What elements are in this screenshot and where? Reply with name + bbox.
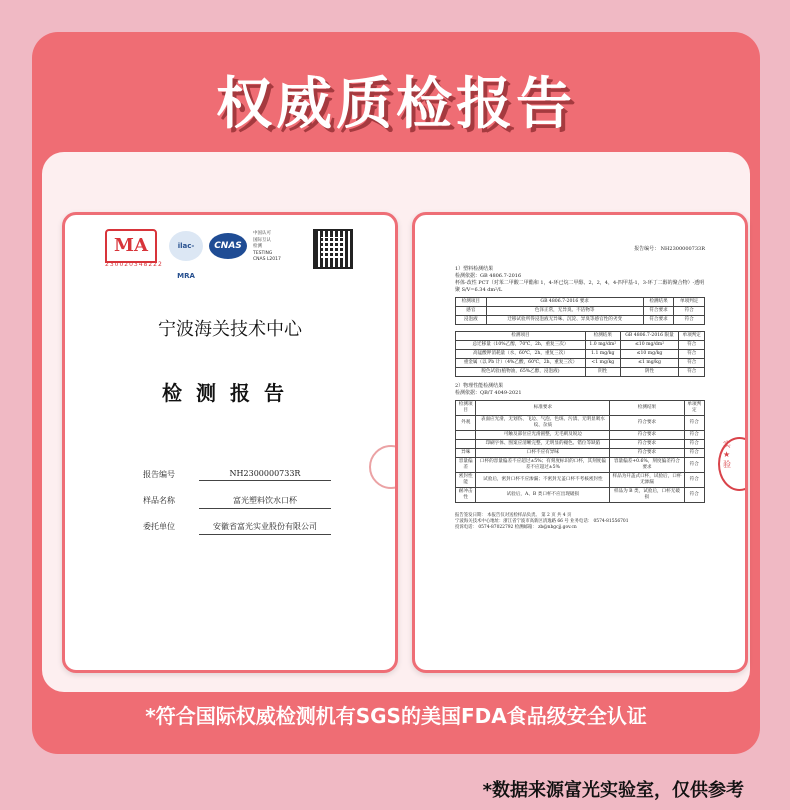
sensory-table xyxy=(455,297,705,325)
logo-bar xyxy=(105,229,355,280)
table-header-row: 检测项目 GB 4806.7-2016 要求 检测结果 单项判定 xyxy=(456,298,705,307)
section1-basis: 检测依据：GB 4806.7-2016 xyxy=(455,273,522,279)
section1-material: 杯体-改性 PCT（对苯二甲酸二甲酯和 1，4-环已烷二甲醇、2，2，4，4-四甲基-1，3-环丁二醇的聚合物）-透明聚 S/V=6.34 dm²/L xyxy=(455,280,705,293)
data-source-note: *数据来源富光实验室，仅供参考 xyxy=(482,780,744,801)
table-row: 耐冲击性 试验后，A、B 类口杯不应出现破损 样品为 B 类，试验后，口杯无破损 符合 xyxy=(456,488,705,503)
qr-code-icon xyxy=(313,229,353,269)
table-row: 脱色试验(植物油，65%乙醇，浸泡液) 阴性 阴性 符合 xyxy=(456,368,705,377)
physical-table xyxy=(455,400,705,503)
cma-number: 230020348222 xyxy=(105,261,163,268)
table-row: 高锰酸钾消耗量（水，60℃，2h，重复三次） 1.1 mg/kg ≤10 mg/kg 符合 xyxy=(456,350,705,359)
table-row: 浸泡液 迁移试验所得浸泡液无异味、沉淀、异臭等感官性的劣变 符合要求 符合 xyxy=(456,316,705,325)
cnas-caption: 中国认可 国际互认 检测 TESTING CNAS L2017 xyxy=(253,231,281,262)
ilac-mra-logo: ilac-MRA xyxy=(169,231,203,261)
table-row: 感官 色泽正常，无异臭、不洁物等 符合要求 符合 xyxy=(456,307,705,316)
table-row: 可触及部位应光滑圆整，无毛刺及锐边 符合要求 符合 xyxy=(456,431,705,440)
table-row: 印刷字体、图案应清晰完整，无明显的褪色、错位等缺陷 符合要求 符合 xyxy=(456,440,705,449)
migration-table xyxy=(455,331,705,377)
documents-panel xyxy=(42,152,750,692)
certification-caption: *符合国际权威检测机有SGS的美国FDA食品级安全认证 xyxy=(145,704,647,728)
field-sample-name: 样品名称 富光塑料饮水口杯 xyxy=(143,495,383,521)
report-heading: 检测报告 xyxy=(162,381,298,405)
table-row: 重金属（以 Pb 计）（4%乙酸，60℃，2h，重复三次） <1 mg/kg ≤1 mg/kg 符合 xyxy=(456,359,705,368)
report-results-page xyxy=(412,212,748,673)
report-footer: 报告签发日期： 本报告仅对送检样品负责。 第 2 页 共 4 页 宁波海关技术中心地址：浙江省宁波市高新区清逸路 66 号 业务电话： 0574-81556701 投诉电话： 0574-87022792 检测邮箱： zb@nbgcjj.gov.cn xyxy=(455,513,629,530)
report-cover-page xyxy=(62,212,398,673)
table-row: 外观 表面应光滑，无划伤、飞边、气泡、色斑、污渍、无明显吸水纹、杂质 符合要求 符合 xyxy=(456,416,705,431)
lab-stamp-icon: 实 ★ 验 xyxy=(718,437,748,491)
cma-logo: MA xyxy=(105,229,157,263)
section2-title: 2）物理性能检测结果 xyxy=(455,383,504,389)
field-client: 委托单位 安徽省富光实业股份有限公司 xyxy=(143,521,383,547)
table-header-row: 检测项目 标准要求 检测结果 单项判定 xyxy=(456,401,705,416)
section2-basis: 检测依据：QB/T 4049-2021 xyxy=(455,390,522,396)
report-card xyxy=(32,32,760,754)
field-report-number: 报告编号 NH2300000733R xyxy=(143,469,383,495)
cnas-logo: CNAS xyxy=(209,233,247,259)
table-header-row: 检测项目 检测结果 GB 4806.7-2016 限量 单项判定 xyxy=(456,332,705,341)
report-fields xyxy=(143,469,383,547)
table-row: 容量偏差 口杯的容量偏差不应超过±5%；有刻度标识的口杯，其刻度偏差不应超过±5% 容量偏差+0.6%，刻度偏差符合要求 符合 xyxy=(456,458,705,473)
organization-name: 宁波海关技术中心 xyxy=(158,319,302,340)
results-content xyxy=(455,245,705,531)
section1-title: 1）塑料检测结果 xyxy=(455,266,494,272)
page-title: 权威质检报告 xyxy=(216,72,576,137)
report-number: 报告编号： NH2300000733R xyxy=(634,246,705,252)
table-row: 总迁移量（10%乙醇，70℃，2h，重复三次） 1.0 mg/dm² ≤10 mg/dm² 符合 xyxy=(456,341,705,350)
table-row: 异味 口杯不应有异味 符合要求 符合 xyxy=(456,449,705,458)
table-row: 密封性能 试验后，密封口杯不应渗漏；不密封无盖口杯不考核密封性 样品为开盖式口杯，试验后，口杯无渗漏 符合 xyxy=(456,473,705,488)
